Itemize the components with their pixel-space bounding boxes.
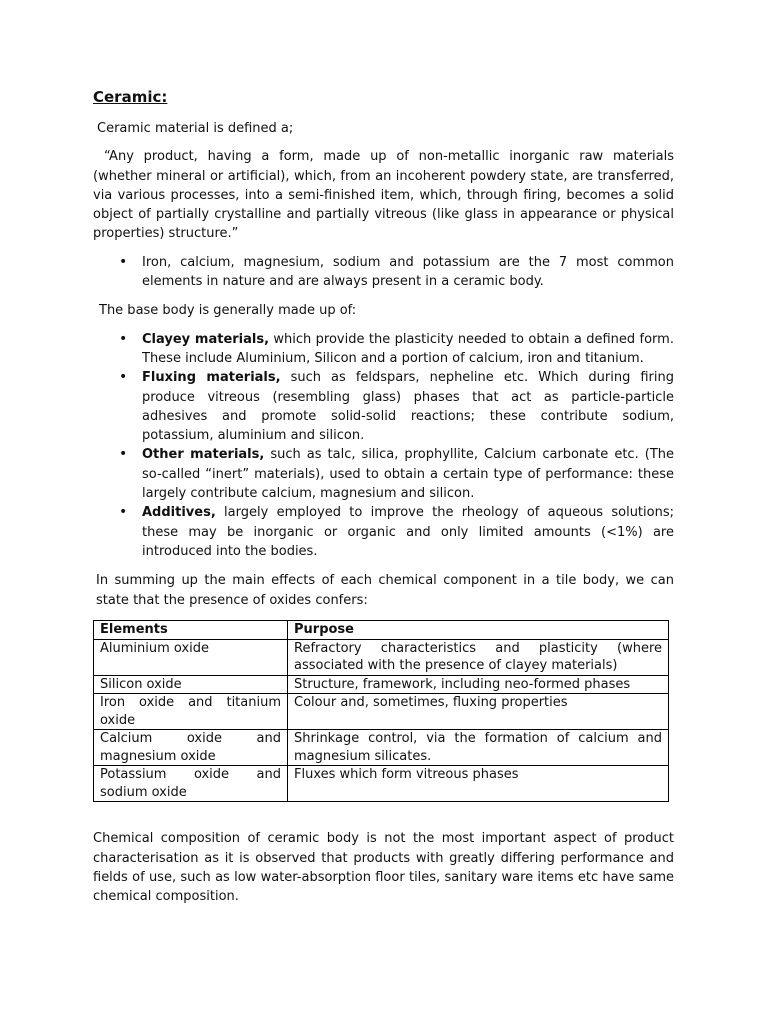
component-term: Additives, (142, 505, 216, 521)
list-item (93, 253, 674, 292)
table-header-elements: Elements (94, 620, 288, 639)
list-item (93, 330, 674, 369)
table-cell-purpose: Structure, framework, including neo-formed phases (288, 675, 669, 694)
component-text: which provide the plasticity needed to obtain a defined form. These include Aluminium, Silicon and a portion of calcium, iron and titanium. (142, 331, 674, 366)
component-term: Clayey materials, (142, 331, 270, 347)
list-item (93, 503, 674, 561)
table-cell-element: Silicon oxide (94, 675, 288, 694)
table-cell-purpose: Refractory characteristics and plasticity (where associated with the presence of clayey materials) (288, 639, 669, 675)
table-row (94, 730, 669, 766)
table-row (94, 694, 669, 730)
table-cell-element: Aluminium oxide (94, 639, 288, 675)
list-item (93, 368, 674, 445)
table-cell-element: Calcium oxide and magnesium oxide (94, 730, 288, 766)
definition-quote: “Any product, having a form, made up of non-metallic inorganic raw materials (whether mineral or artificial), which, from an incoherent powdery state, are transferred, via various processes, into a semi-finished item, which, through firing, becomes a solid object of partially crystalline and partially vitreous (like glass in appearance or physical properties) structure.” (93, 149, 674, 242)
table-row (94, 675, 669, 694)
document-page (93, 86, 674, 907)
summing-up-text: In summing up the main effects of each chemical component in a tile body, we can state that the presence of oxides confers: (96, 573, 674, 608)
table-header-row (94, 620, 669, 639)
bullet-icon: • (119, 504, 128, 521)
components-list (93, 330, 674, 562)
note-text: Iron, calcium, magnesium, sodium and potassium are the 7 most common elements in nature and are always present in a ceramic body. (142, 254, 674, 290)
bullet-icon: • (119, 369, 128, 386)
table-cell-element: Iron oxide and titanium oxide (94, 694, 288, 730)
table-cell-element: Potassium oxide and sodium oxide (94, 766, 288, 802)
table-cell-purpose: Shrinkage control, via the formation of calcium and magnesium silicates. (288, 730, 669, 766)
closing-paragraph: Chemical composition of ceramic body is not the most important aspect of product characterisation as it is observed that products with greatly differing performance and fields of use, such as low water-absorption floor tiles, sanitary ware items etc have same chemical composition. (93, 831, 674, 905)
table-row (94, 766, 669, 802)
component-term: Fluxing materials, (142, 370, 281, 386)
component-text: such as talc, silica, prophyllite, Calcium carbonate etc. (The so-called “inert” materials), used to obtain a certain type of performance: these largely contribute calcium, magnesium and silicon. (142, 447, 674, 502)
bullet-icon: • (119, 253, 128, 270)
oxides-table (93, 620, 669, 803)
component-term: Other materials, (142, 447, 265, 463)
page-title: Ceramic: (93, 88, 168, 106)
table-row (94, 639, 669, 675)
bullet-icon: • (119, 446, 128, 463)
component-text: such as feldspars, nepheline etc. Which during firing produce vitreous (resembling glass) phases that act as particle-particle adhesives and promote solid-solid reactions; these contribute sodium, potassium, aluminium and silicon. (142, 370, 675, 444)
component-text: largely employed to improve the rheology of aqueous solutions; these may be inorganic or organic and only limited amounts (<1%) are introduced into the bodies. (142, 505, 674, 559)
table-header-purpose: Purpose (288, 620, 669, 639)
table-cell-purpose: Fluxes which form vitreous phases (288, 766, 669, 802)
table-cell-purpose: Colour and, sometimes, fluxing properties (288, 694, 669, 730)
intro-text: Ceramic material is defined a; (97, 121, 294, 136)
note-list (93, 253, 674, 292)
bullet-icon: • (119, 330, 128, 347)
base-body-intro: The base body is generally made up of: (99, 303, 357, 319)
list-item (93, 445, 674, 503)
